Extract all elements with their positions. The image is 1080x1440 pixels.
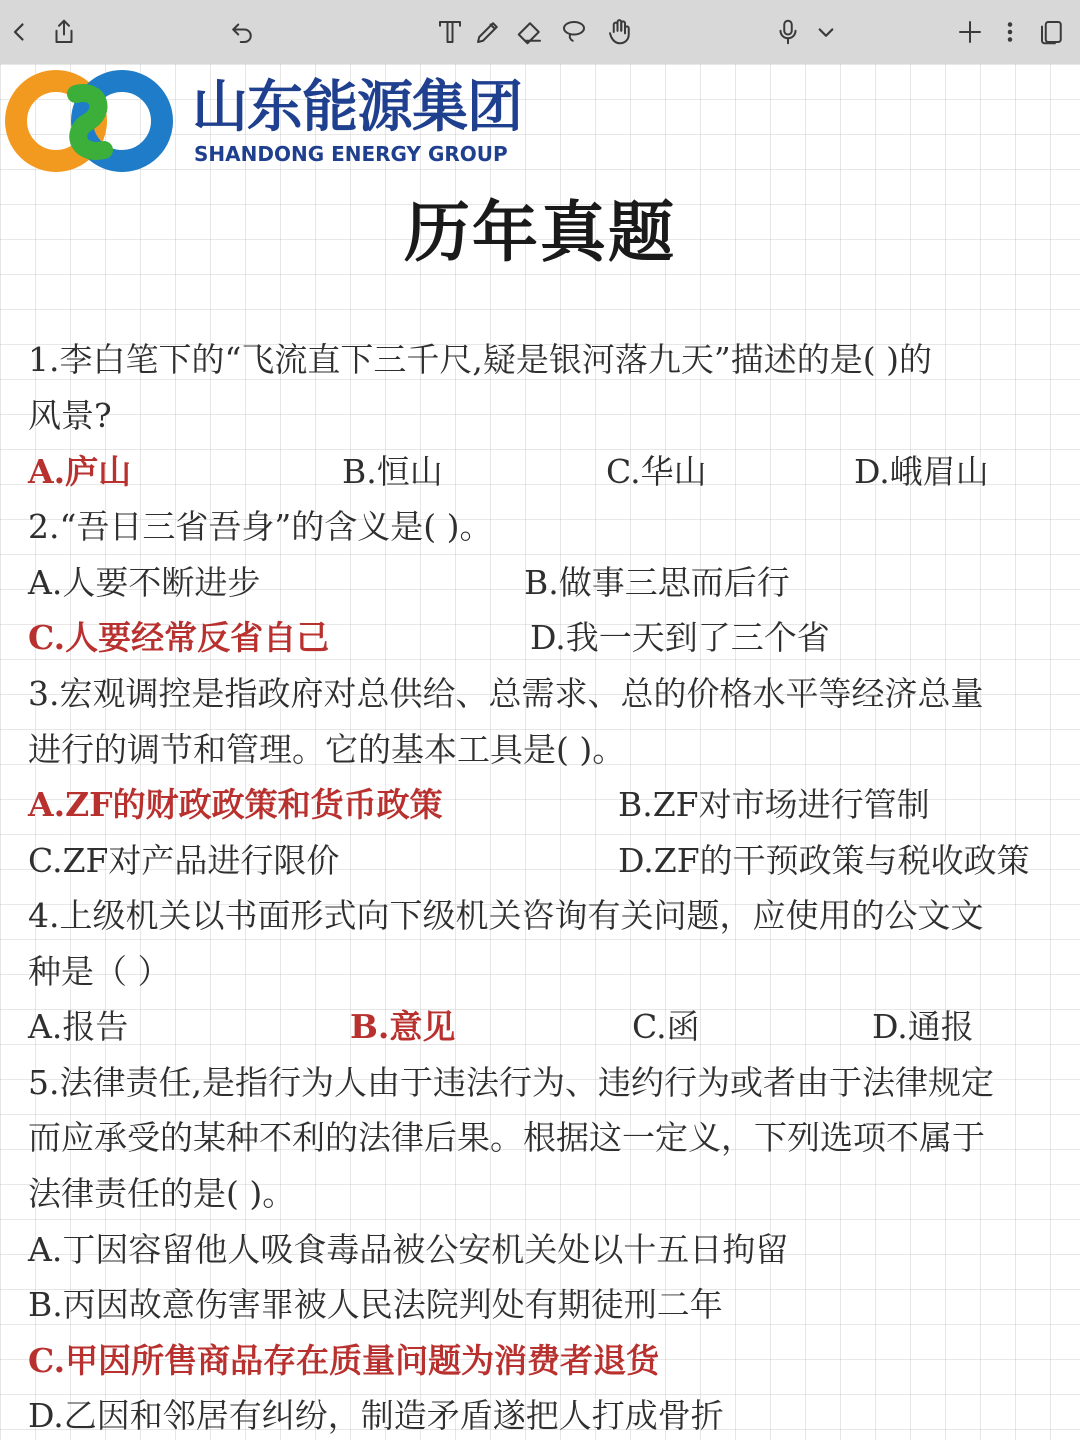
question-4-line-2: 种是（ ） (28, 952, 171, 991)
question-2-option-c: C.人要经常反省自己 (28, 618, 330, 657)
chevron-down-icon[interactable] (806, 12, 846, 52)
question-5-option-c: C.甲因所售商品存在质量问题为消费者退货 (28, 1341, 660, 1380)
question-3-option-d: D.ZF的干预政策与税收政策 (618, 841, 1030, 880)
undo-icon[interactable] (222, 12, 262, 52)
shandong-energy-logo (4, 64, 176, 179)
question-5-line-3: 法律责任的是( )。 (28, 1174, 296, 1213)
question-1-option-d: D.峨眉山 (854, 452, 989, 491)
question-3-option-a: A.ZF的财政政策和货币政策 (28, 785, 443, 824)
question-1-option-c: C.华山 (606, 452, 707, 491)
question-5-option-b: B.丙因故意伤害罪被人民法院判处有期徒刑二年 (28, 1285, 723, 1324)
more-icon[interactable] (990, 12, 1030, 52)
question-4-option-b: B.意见 (350, 1007, 456, 1046)
note-page[interactable] (0, 64, 1080, 1440)
question-4-option-d: D.通报 (872, 1007, 974, 1046)
text-icon[interactable] (430, 12, 470, 52)
hand-icon[interactable] (600, 12, 640, 52)
question-1-option-b: B.恒山 (342, 452, 443, 491)
question-5-option-a: A.丁因容留他人吸食毒品被公安机关处以十五日拘留 (28, 1230, 789, 1269)
question-2-option-b: B.做事三思而后行 (524, 563, 790, 602)
question-4-line-1: 4.上级机关以书面形式向下级机关咨询有关问题，应使用的公文文 (28, 896, 984, 935)
eraser-icon[interactable] (510, 12, 550, 52)
lasso-icon[interactable] (554, 12, 594, 52)
back-icon[interactable] (0, 12, 40, 52)
question-2-option-d: D.我一天到了三个省 (530, 618, 830, 657)
question-3-option-b: B.ZF对市场进行管制 (618, 785, 930, 824)
question-4-option-c: C.函 (632, 1007, 700, 1046)
share-icon[interactable] (44, 12, 84, 52)
microphone-icon[interactable] (768, 12, 808, 52)
question-1-line-1: 1.李白笔下的“飞流直下三千尺,疑是银河落九天”描述的是( )的 (28, 340, 932, 379)
logo-chinese-name: 山东能源集团 (192, 75, 522, 140)
question-5-line-1: 5.法律责任,是指行为人由于违法行为、违约行为或者由于法律规定 (28, 1063, 994, 1102)
question-3-line-1: 3.宏观调控是指政府对总供给、总需求、总的价格水平等经济总量 (28, 674, 984, 713)
question-5-line-2: 而应承受的某种不利的法律后果。根据这一定义，下列选项不属于 (28, 1118, 985, 1157)
question-4-option-a: A.报告 (28, 1007, 129, 1046)
logo-english-name: SHANDONG ENERGY GROUP (194, 142, 508, 166)
pages-icon[interactable] (1032, 12, 1072, 52)
question-1-line-2: 风景? (28, 396, 112, 435)
question-3-option-c: C.ZF对产品进行限价 (28, 841, 340, 880)
question-3-line-2: 进行的调节和管理。它的基本工具是( )。 (28, 730, 626, 769)
question-2-option-a: A.人要不断进步 (28, 563, 261, 602)
question-1-option-a: A.庐山 (28, 452, 132, 491)
question-2-line-1: 2.“吾日三省吾身”的含义是( )。 (28, 507, 493, 546)
pen-icon[interactable] (468, 12, 508, 52)
plus-icon[interactable] (950, 12, 990, 52)
question-5-option-d: D.乙因和邻居有纠纷，制造矛盾遂把人打成骨折 (28, 1396, 724, 1435)
page-title: 历年真题 (404, 193, 676, 271)
top-toolbar (0, 0, 1080, 64)
